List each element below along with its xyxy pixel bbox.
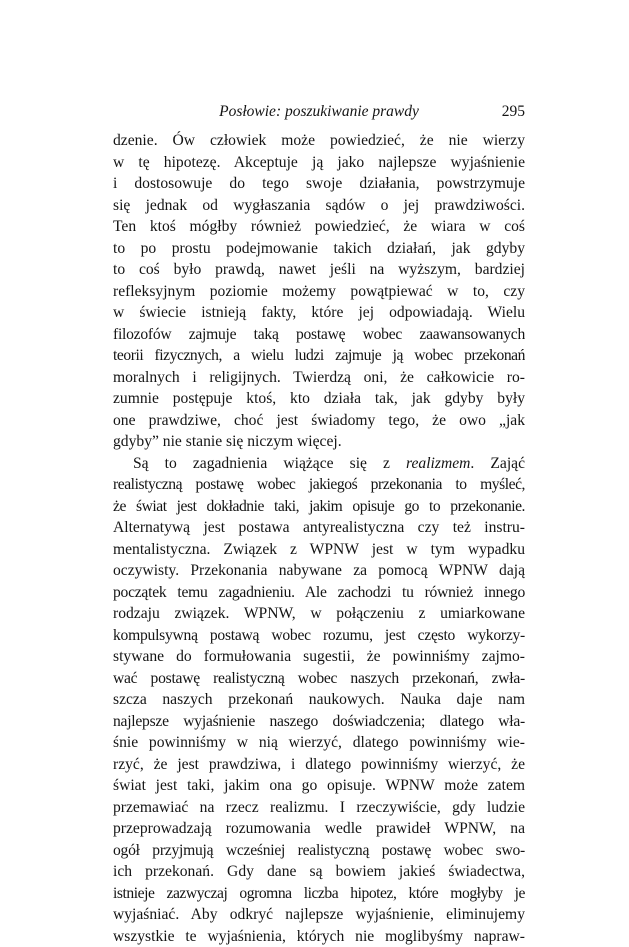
text-line: wyjaśniać. Aby odkryć najlepsze wyjaśnienie, eliminujemy <box>113 904 525 926</box>
text-line: dzenie. Ów człowiek może powiedzieć, że nie wierzy <box>113 130 525 152</box>
text-line: istnieje zazwyczaj ogromna liczba hipotez, które mogłyby je <box>113 883 525 905</box>
text-run: Są to zagadnienia wiążące się z <box>133 455 406 472</box>
text-line: zumnie postępuje ktoś, kto działa tak, jak gdyby były <box>113 388 525 410</box>
text-line: w tę hipotezę. Akceptuje ją jako najlepsze wyjaśnienie <box>113 152 525 174</box>
text-line: moralnych i religijnych. Twierdzą oni, że całkowicie ro- <box>113 367 525 389</box>
text-line <box>113 453 525 475</box>
text-line: rzyć, że jest prawdziwa, i dlatego powinniśmy wierzyć, że <box>113 754 525 776</box>
text-line: się jednak od wygłaszania sądów o jej prawdziwości. <box>113 195 525 217</box>
text-line: realistyczną postawę wobec jakiegoś przekonania to myśleć, <box>113 474 525 496</box>
running-title: Posłowie: poszukiwanie prawdy <box>113 101 525 123</box>
text-line: wszystkie te wyjaśnienia, których nie moglibyśmy napraw- <box>113 926 525 947</box>
text-run: . Zająć <box>470 455 525 472</box>
text-line: refleksyjnym poziomie możemy powątpiewać w to, czy <box>113 281 525 303</box>
emphasized-term: realizmem <box>406 455 470 472</box>
text-line: gdyby” nie stanie się niczym więcej. <box>113 431 525 453</box>
text-line: Ten ktoś mógłby również powiedzieć, że wiara w coś <box>113 216 525 238</box>
text-line: śnie powinniśmy w nią wierzyć, dlatego powinniśmy wie- <box>113 732 525 754</box>
page-header <box>113 101 525 123</box>
text-line: ogół przyjmują wcześniej realistyczną postawę wobec swo- <box>113 840 525 862</box>
text-line: wać postawę realistyczną wobec naszych przekonań, zwła- <box>113 668 525 690</box>
text-line: w świecie istnieją fakty, które jej odpowiadają. Wielu <box>113 302 525 324</box>
text-line: oczywisty. Przekonania nabywane za pomocą WPNW dają <box>113 560 525 582</box>
text-line: one prawdziwe, choć jest świadomy tego, że owo „jak <box>113 410 525 432</box>
paragraph <box>113 453 525 947</box>
text-line: teorii fizycznych, a wielu ludzi zajmuje ją wobec przekonań <box>113 345 525 367</box>
text-line: ich przekonań. Gdy dane są bowiem jakieś świadectwa, <box>113 861 525 883</box>
page-number: 295 <box>502 101 525 123</box>
text-line: to po prostu podejmowanie takich działań, jak gdyby <box>113 238 525 260</box>
text-line: przeprowadzają rozumowania wedle prawideł WPNW, na <box>113 818 525 840</box>
text-line: mentalistyczna. Związek z WPNW jest w tym wypadku <box>113 539 525 561</box>
text-line: i dostosowuje do tego swoje działania, powstrzymuje <box>113 173 525 195</box>
text-line: kompulsywną postawą wobec rozumu, jest często wykorzy- <box>113 625 525 647</box>
text-line: szcza naszych przekonań naukowych. Nauka daje nam <box>113 689 525 711</box>
text-line: rodzaju związek. WPNW, w połączeniu z umiarkowane <box>113 603 525 625</box>
body-text <box>113 130 525 947</box>
text-line: Alternatywą jest postawa antyrealistyczna czy też instru- <box>113 517 525 539</box>
text-line: to coś było prawdą, nawet jeśli na wyższym, bardziej <box>113 259 525 281</box>
text-line: początek temu zagadnieniu. Ale zachodzi tu również innego <box>113 582 525 604</box>
text-line: najlepsze wyjaśnienie naszego doświadczenia; dlatego wła- <box>113 711 525 733</box>
text-line: filozofów zajmuje taką postawę wobec zaawansowanych <box>113 324 525 346</box>
text-line: stywane do formułowania sugestii, że powinniśmy zajmo- <box>113 646 525 668</box>
paragraph <box>113 130 525 453</box>
text-line: przemawiać na rzecz realizmu. I rzeczywiście, gdy ludzie <box>113 797 525 819</box>
text-line: że świat jest dokładnie taki, jakim opisuje go to przekonanie. <box>113 496 525 518</box>
text-line: świat jest taki, jakim ona go opisuje. WPNW może zatem <box>113 775 525 797</box>
